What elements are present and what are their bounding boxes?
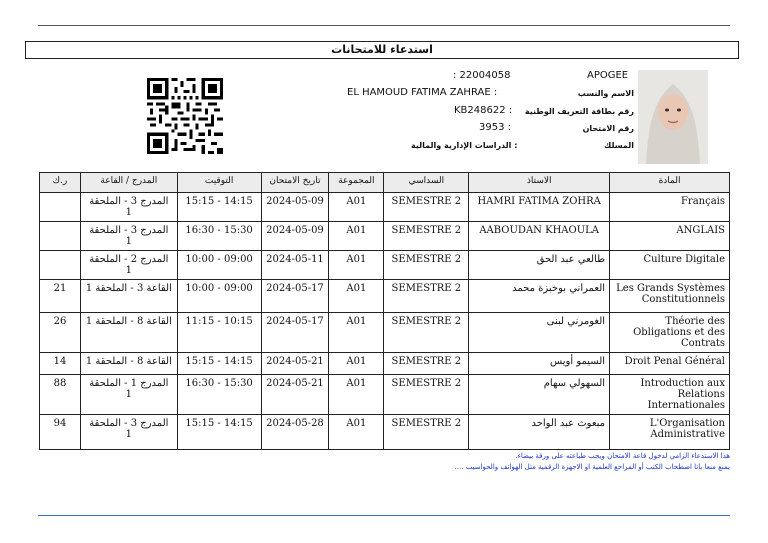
cell-horaire: 16:30 - 15:30 xyxy=(177,375,261,415)
cell-prof: العمراني بوخبزة محمد xyxy=(469,280,610,313)
student-photo xyxy=(638,70,708,164)
exam-schedule-table xyxy=(39,172,730,450)
table-row xyxy=(40,193,730,222)
cell-date: 2024-05-21 xyxy=(261,375,329,415)
cell-groupe: A01 xyxy=(329,313,384,353)
cell-rk xyxy=(40,251,81,280)
cin-label: رقم بطاقة التعريف الوطنية xyxy=(524,107,634,116)
cell-rk: 88 xyxy=(40,375,81,415)
cell-salle: المدرج 1 - الملحقة 1 xyxy=(80,375,177,415)
cell-rk xyxy=(40,193,81,222)
apogee-label: APOGEE xyxy=(587,70,629,81)
name-label: الاسم والنسب xyxy=(577,89,634,98)
exam-number-label: رقم الامتحان xyxy=(582,124,634,133)
cell-matiere: L'Organisation Administrative xyxy=(610,415,730,450)
header-rk: ر.ك xyxy=(40,173,81,193)
cell-salle: المدرج 3 - الملحقة 1 xyxy=(80,415,177,450)
cell-semestre: SEMESTRE 2 xyxy=(384,193,469,222)
cell-rk: 21 xyxy=(40,280,81,313)
header-matiere: المادة xyxy=(610,173,730,193)
cell-prof: الغومرني لبنى xyxy=(469,313,610,353)
cell-matiere: Droit Penal Général xyxy=(610,353,730,375)
cell-matiere: ANGLAIS xyxy=(610,222,730,251)
cell-matiere: Introduction aux Relations Internationales xyxy=(610,375,730,415)
top-rule xyxy=(38,25,730,26)
table-row xyxy=(40,222,730,251)
table-row xyxy=(40,280,730,313)
table-row xyxy=(40,251,730,280)
table-header-row xyxy=(40,173,730,193)
cell-matiere: Culture Digitale xyxy=(610,251,730,280)
header-horaire: التوقيت xyxy=(177,173,261,193)
cell-prof: HAMRI FATIMA ZOHRA xyxy=(469,193,610,222)
cell-semestre: SEMESTRE 2 xyxy=(384,353,469,375)
cell-date: 2024-05-28 xyxy=(261,415,329,450)
cell-rk: 26 xyxy=(40,313,81,353)
header-semestre: السداسي xyxy=(384,173,469,193)
track-value: الدراسات الإدارية والمالية : xyxy=(411,141,518,150)
cell-date: 2024-05-17 xyxy=(261,313,329,353)
page-title: استدعاء للامتحانات xyxy=(25,41,739,59)
header-date: تاريخ الامتحان xyxy=(261,173,329,193)
cell-semestre: SEMESTRE 2 xyxy=(384,222,469,251)
cell-horaire: 10:00 - 09:00 xyxy=(177,251,261,280)
cell-matiere: Les Grands Systèmes Constitutionnels xyxy=(610,280,730,313)
cell-date: 2024-05-09 xyxy=(261,193,329,222)
cell-prof: AABOUDAN KHAOULA xyxy=(469,222,610,251)
cell-horaire: 15:15 - 14:15 xyxy=(177,353,261,375)
bottom-rule xyxy=(38,515,730,516)
cell-groupe: A01 xyxy=(329,193,384,222)
cell-salle: المدرج 3 - الملحقة 1 xyxy=(80,193,177,222)
cell-semestre: SEMESTRE 2 xyxy=(384,415,469,450)
cell-horaire: 10:00 - 09:00 xyxy=(177,280,261,313)
table-row xyxy=(40,353,730,375)
table-row xyxy=(40,313,730,353)
cell-salle: القاعة 3 - الملحقة 1 xyxy=(80,280,177,313)
cell-semestre: SEMESTRE 2 xyxy=(384,375,469,415)
header-groupe: المجموعة xyxy=(329,173,384,193)
note-forbidden-items: يمنع منعا باتا اصطحاب الكتب أو المراجع العلمية او الاجهزة الرقمية مثل الهواتف والحواسيب .... xyxy=(454,463,730,471)
cell-rk: 94 xyxy=(40,415,81,450)
header-prof: الاستاذ xyxy=(469,173,610,193)
cin-value: KB248622 : xyxy=(454,105,513,116)
cell-salle: القاعة 8 - الملحقة 1 xyxy=(80,353,177,375)
cell-salle: المدرج 2 - الملحقة 1 xyxy=(80,251,177,280)
apogee-value: : 22004058 xyxy=(453,70,511,81)
table-row xyxy=(40,375,730,415)
cell-groupe: A01 xyxy=(329,415,384,450)
cell-prof: طالعي عبد الحق xyxy=(469,251,610,280)
cell-prof: السيمو أويس xyxy=(469,353,610,375)
cell-matiere: Théorie des Obligations et des Contrats xyxy=(610,313,730,353)
note-mandatory: هذا الاستدعاء الزامي لدخول قاعة الامتحان ويجب طباعته على ورقة بيضاء. xyxy=(515,452,730,460)
cell-groupe: A01 xyxy=(329,353,384,375)
header-salle: المدرج / القاعة xyxy=(80,173,177,193)
name-value: EL HAMOUD FATIMA ZAHRAE : xyxy=(347,87,498,98)
cell-date: 2024-05-09 xyxy=(261,222,329,251)
cell-date: 2024-05-21 xyxy=(261,353,329,375)
exam-number-value: 3953 : xyxy=(479,122,511,133)
cell-groupe: A01 xyxy=(329,251,384,280)
cell-groupe: A01 xyxy=(329,280,384,313)
cell-horaire: 15:15 - 14:15 xyxy=(177,415,261,450)
cell-semestre: SEMESTRE 2 xyxy=(384,313,469,353)
track-label: المسلك xyxy=(604,141,634,150)
cell-salle: المدرج 3 - الملحقة 1 xyxy=(80,222,177,251)
cell-prof: السهولي سهام xyxy=(469,375,610,415)
cell-matiere: Français xyxy=(610,193,730,222)
table-row xyxy=(40,415,730,450)
cell-prof: مبعوث عبد الواحد xyxy=(469,415,610,450)
cell-rk: 14 xyxy=(40,353,81,375)
cell-semestre: SEMESTRE 2 xyxy=(384,280,469,313)
cell-semestre: SEMESTRE 2 xyxy=(384,251,469,280)
cell-horaire: 15:15 - 14:15 xyxy=(177,193,261,222)
cell-date: 2024-05-11 xyxy=(261,251,329,280)
cell-rk xyxy=(40,222,81,251)
qr-code-icon xyxy=(147,78,223,154)
cell-horaire: 16:30 - 15:30 xyxy=(177,222,261,251)
cell-groupe: A01 xyxy=(329,375,384,415)
cell-groupe: A01 xyxy=(329,222,384,251)
cell-date: 2024-05-17 xyxy=(261,280,329,313)
cell-horaire: 11:15 - 10:15 xyxy=(177,313,261,353)
cell-salle: القاعة 8 - الملحقة 1 xyxy=(80,313,177,353)
